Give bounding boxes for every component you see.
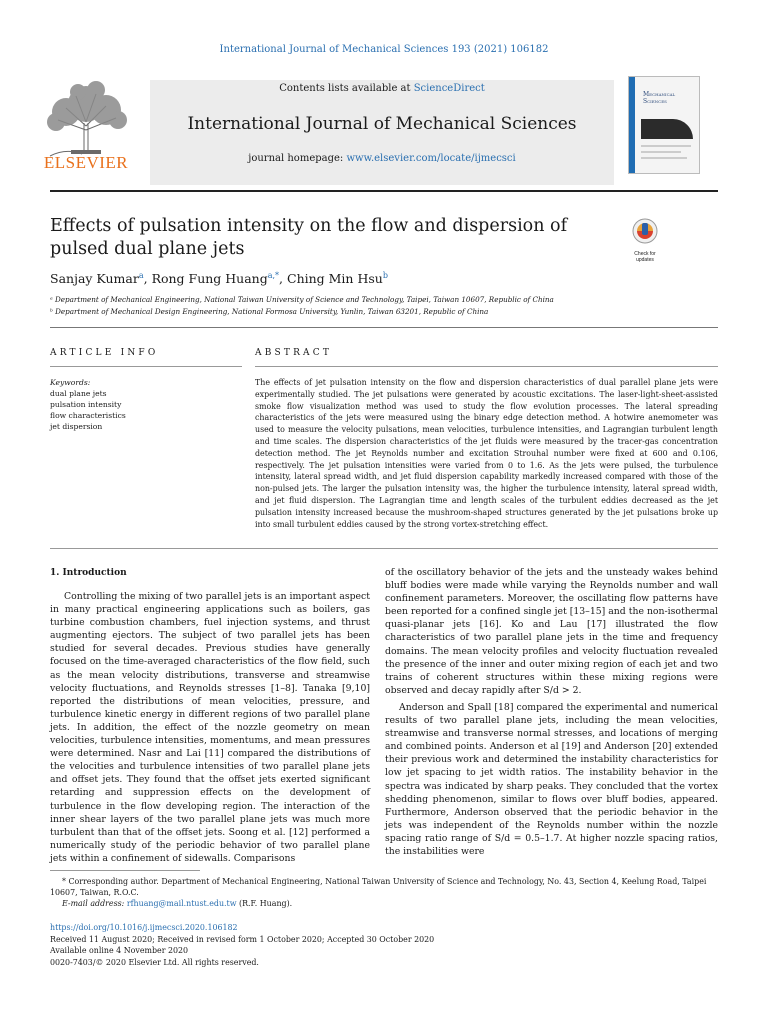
corresponding-author-footnote: [50, 876, 718, 909]
check-for-updates-label: [625, 251, 665, 263]
keyword-item: dual plane jets: [50, 389, 107, 398]
homepage-prefix: journal homepage:: [248, 153, 347, 164]
paper-title: Effects of pulsation intensity on the flow and dispersion of pulsed dual plane jets: [50, 216, 568, 259]
keyword-item: flow characteristics: [50, 411, 126, 420]
abstract-heading: ABSTRACT: [255, 348, 333, 358]
doi-link[interactable]: https://doi.org/10.1016/j.ijmecsci.2020.106182: [50, 923, 238, 932]
author-list: Sanjay Kumar$^a$, Rong Fung Huang$^{a,*}$, Ching Min Hsu$^b$: [50, 271, 388, 287]
introduction-heading: 1. Introduction: [50, 568, 127, 578]
journal-title: International Journal of Mechanical Sciences: [187, 114, 577, 134]
elsevier-wordmark: ELSEVIER: [43, 153, 129, 172]
cover-title-line-2: Sciences: [643, 98, 667, 105]
sciencedirect-link[interactable]: ScienceDirect: [413, 83, 485, 94]
article-info-heading: ARTICLE INFO: [50, 348, 159, 358]
cover-graphic: [641, 119, 693, 139]
available-online: Available online 4 November 2020: [50, 946, 189, 955]
contents-line: [150, 83, 614, 94]
section-rule: [50, 327, 718, 328]
contents-prefix: Contents lists available at: [279, 83, 414, 94]
abstract-text: The effects of jet pulsation intensity on the flow and dispersion characteristics of dual parallel plane jets were experimentally studied. The jet pulsations were generated by acoustic excitations. The laser-light-sheet-assisted smoke flow visualization method was used to study the flow evolution processes. The lateral spreading characteristics of the jets were measured using the binary edge detection method. A hotwire anemometer was used to measure the velocity pulsations, mean velocities, turbulence intensities, and Lagrangian turbulent length and time scales. The dispersion characteristics of the jet fluids were measured by the tracer-gas concentration detection method. The jet Reynolds number and excitation Strouhal number were fixed at 600 and 0.106, respectively. The jet pulsation intensities were varied from 0 to 1.6. As the jets were pulsed, the turbulence intensity, lateral spread width, and jet fluid dispersion capability markedly increased compared with those of the non-pulsed jets. The larger the pulsation intensity was, the higher the turbulence intensity, lateral spread width, and jet fluid dispersion. The Lagrangian time and length scales of the turbulent eddies decreased as the jet pulsation intensity increased because the mushroom-shaped structures generated by the jet pulsations broke up into small turbulent eddies caused by the strong vortex-stretching effect.: [255, 378, 718, 529]
cover-spine: [629, 77, 635, 173]
keyword-item: pulsation intensity: [50, 400, 122, 409]
cover-title-line-1: Mechanical: [643, 91, 676, 98]
author-name[interactable]: Sanjay Kumar: [50, 271, 139, 287]
body-paragraph: Anderson and Spall [18] compared the experimental and numerical results of two parallel plane jets, including the mean velocities, streamwise and transverse normal stresses, and locations of merging and combined points. Anderson et al [19] and Anderson [20] extended their previous work and determined the instability characteristics for low jet spacing to jet width ratios. The instability behavior in the spectra was indicated by sharp peaks. They concluded that the vortex shedding phenomenon, similar to flows over bluff bodies, appeared. Furthermore, Anderson observed that the periodic behavior in the jets was independent of the Reynolds number within the nozzle spacing ratio range of S/d = 0.5–1.7. At higher nozzle spacing ratios, the instabilities were: [385, 701, 718, 857]
body-paragraph: of the oscillatory behavior of the jets and the unsteady wakes behind bluff bodies were made while varying the Reynolds number and wall confinement parameters. Moreover, the oscillating flow patterns have been reported for a confined single jet [13–15] and the non-isothermal quasi-planar jets [16]. Ko and Lau [17] illustrated the flow characteristics of two parallel plane jets in the time and frequency domains. The mean velocity profiles and velocity fluctuation revealed the presence of the inner and outer mixing region of each jet and two trains of coherent structures within these mixing regions were observed and decay rapidly after S/d > 2.: [385, 567, 718, 696]
corresponding-note: * Corresponding author. Department of Mechanical Engineering, National Taiwan University of Science and Technology, No. 43, Section 4, Keelung Road, Taipei 10607, Taiwan, R.O.C.: [50, 877, 707, 897]
body-column-right: [385, 566, 718, 858]
article-footer: [50, 922, 718, 968]
check-label-line-1: Check for: [634, 251, 656, 257]
check-label-line-2: updates: [636, 257, 654, 263]
homepage-line: [150, 153, 614, 164]
keywords-block: [50, 377, 240, 432]
header-rule: [50, 190, 718, 192]
received-dates: Received 11 August 2020; Received in revised form 1 October 2020; Accepted 30 October 2020: [50, 934, 435, 944]
email-suffix: (R.F. Huang).: [236, 899, 293, 908]
journal-cover-image: [628, 76, 700, 174]
keywords-label: Keywords:: [50, 378, 91, 387]
keyword-item: jet dispersion: [50, 422, 103, 431]
journal-homepage-link[interactable]: www.elsevier.com/locate/ijmecsci: [346, 153, 516, 164]
body-column-left: [50, 590, 370, 865]
author-affil-sup[interactable]: b: [382, 271, 388, 280]
cover-title: [643, 91, 675, 105]
affiliation-b: ᵇ Department of Mechanical Design Engineering, National Formosa University, Yunlin, Taiwan 63201, Republic of China: [50, 307, 489, 316]
abstract-rule: [255, 366, 718, 367]
copyright: 0020-7403/© 2020 Elsevier Ltd. All rights reserved.: [50, 957, 259, 967]
author-affil-sup[interactable]: a: [138, 271, 144, 280]
journal-citation-link[interactable]: International Journal of Mechanical Sciences 193 (2021) 106182: [219, 44, 549, 55]
email-label: E-mail address:: [62, 899, 127, 908]
footnote-rule: [50, 870, 200, 871]
body-paragraph: Controlling the mixing of two parallel jets is an important aspect in many practical engineering applications such as boilers, gas turbine combustion chambers, fuel injection systems, and thrust augmenting ejectors. The subject of two parallel jets has been studied for several decades. Previous studies have generally focused on the time-averaged characteristics of the flow field, such as the mean velocity distributions, transverse and streamwise velocity fluctuations, and Reynolds stresses [1–8]. Tanaka [9,10] reported the distributions of mean velocities, pressure, and turbulence kinetic energy in different regions of two parallel plane jets. In addition, the effect of the nozzle geometry on mean velocities, turbulence intensities, momentums, and mean pressures were determined. Nasr and Lai [11] compared the distributions of the velocities and turbulence intensities of two parallel plane jets and offset jets. They found that the offset jets exerted significant retarding and suppression effects on the development of turbulence in the flow developing region. The interaction of the inner shear layers of the two parallel plane jets was much more turbulent than that of the offset jets. Soong et al. [12] performed a numerically study of the periodic behavior of two parallel plane jets within a confinement of sidewalls. Comparisons: [50, 591, 370, 864]
abstract-bottom-rule: [50, 548, 718, 549]
author-affil-sup[interactable]: a,*: [267, 271, 280, 280]
author-name[interactable]: Rong Fung Huang: [151, 271, 268, 287]
check-for-updates-badge[interactable]: [625, 217, 665, 263]
affiliation-a: ᵃ Department of Mechanical Engineering, National Taiwan University of Science and Technology, Taipei, Taiwan 10607, Republic of China: [50, 295, 554, 304]
article-info-rule: [50, 366, 242, 367]
author-name[interactable]: Ching Min Hsu: [287, 271, 383, 287]
email-link[interactable]: rfhuang@mail.ntust.edu.tw: [126, 899, 237, 908]
check-for-updates-icon: [625, 217, 665, 247]
